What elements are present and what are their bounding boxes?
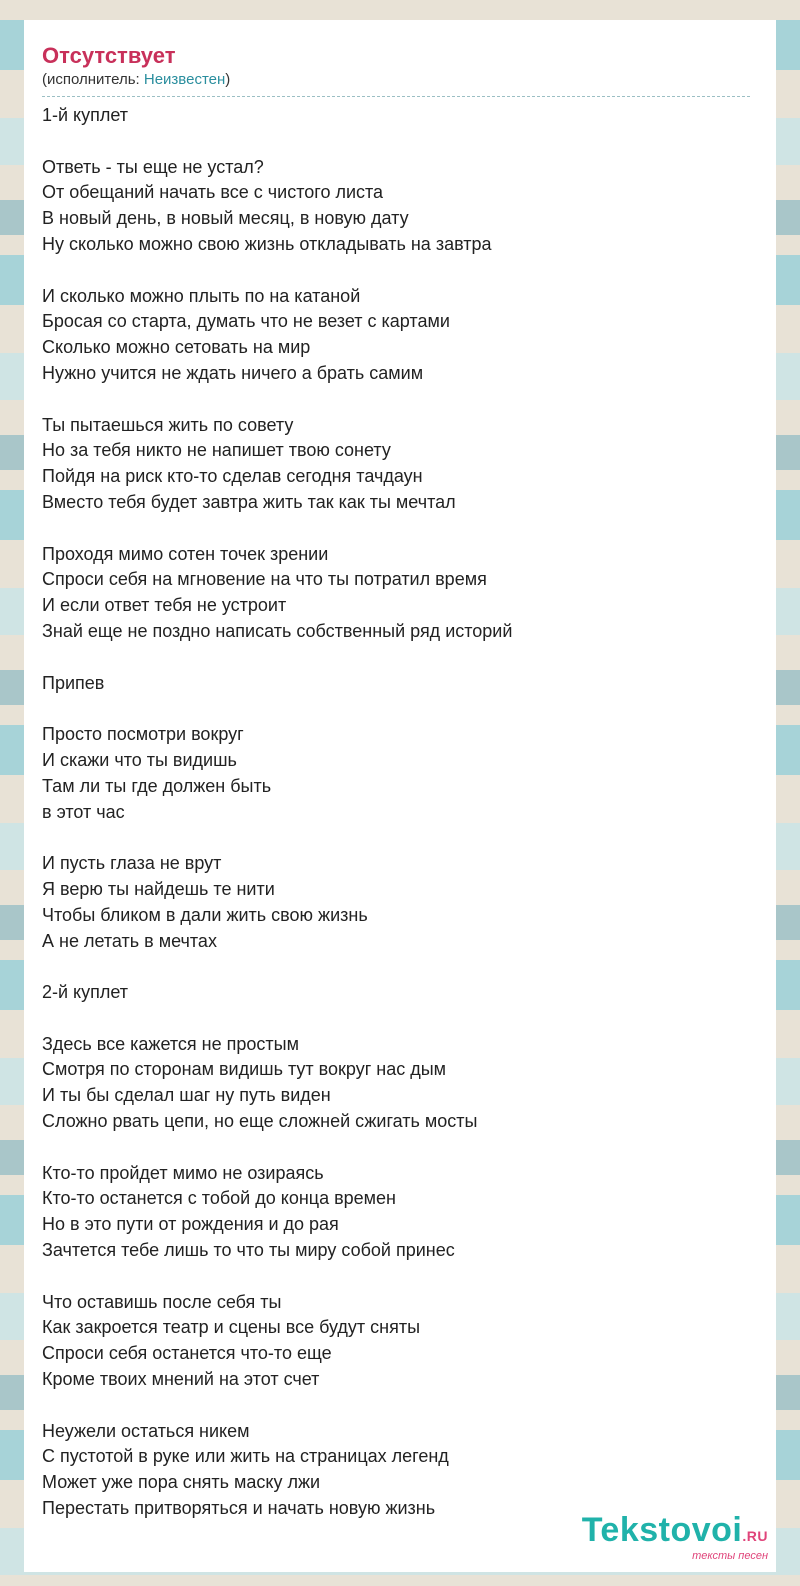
artist-line	[42, 70, 776, 90]
lyric-line: И скажи что ты видишь	[42, 749, 237, 770]
logo-tld: .RU	[742, 1528, 768, 1544]
lyric-line: Как закроется театр и сцены все будут сняты	[42, 1317, 421, 1338]
lyric-line: Ну сколько можно свою жизнь откладывать на завтра	[42, 233, 492, 254]
lyric-line: В новый день, в новый месяц, в новую дату	[42, 208, 409, 229]
lyric-line: И сколько можно плыть по на катаной	[42, 285, 361, 306]
logo-wordmark	[582, 1512, 768, 1554]
lyric-line: Неужели остаться никем	[42, 1420, 250, 1441]
lyric-line: Я верю ты найдешь те нити	[42, 878, 275, 899]
lyric-line: Перестать притворяться и начать новую жизнь	[42, 1498, 436, 1519]
lyric-line: Сложно рвать цепи, но еще сложней сжигать мосты	[42, 1111, 478, 1132]
lyric-blank-line	[42, 1006, 776, 1032]
lyric-line: Что оставишь после себя ты	[42, 1291, 282, 1312]
lyric-line: Сколько можно сетовать на мир	[42, 337, 311, 358]
logo-name: Tekstovoi	[581, 1511, 743, 1549]
lyric-blank-line	[42, 516, 776, 542]
lyric-line: А не летать в мечтах	[42, 930, 217, 951]
lyric-line: Просто посмотри вокруг	[42, 724, 244, 745]
lyric-line: Но в это пути от рождения и до рая	[42, 1214, 339, 1235]
logo-tagline: тексты песен	[692, 1550, 768, 1562]
lyric-line: Кто-то останется с тобой до конца времен	[42, 1188, 396, 1209]
lyric-blank-line	[42, 1393, 776, 1419]
lyric-line: Проходя мимо сотен точек зрении	[42, 543, 329, 564]
lyric-line: 2-й куплет	[42, 982, 129, 1003]
lyric-line: Но за тебя никто не напишет твою сонету	[42, 440, 391, 461]
lyric-line: Пойдя на риск кто-то сделав сегодня тачдаун	[42, 466, 423, 487]
lyric-line: Может уже пора снять маску лжи	[42, 1472, 321, 1493]
lyric-line: С пустотой в руке или жить на страницах легенд	[42, 1446, 449, 1467]
lyric-line: в этот час	[42, 801, 125, 822]
lyric-line: Зачтется тебе лишь то что ты миру собой принес	[42, 1240, 455, 1261]
lyric-line: Спроси себя останется что-то еще	[42, 1343, 332, 1364]
lyric-line: Здесь все кажется не простым	[42, 1033, 299, 1054]
lyric-blank-line	[42, 825, 776, 851]
artist-suffix: )	[225, 71, 231, 88]
lyric-line: Там ли ты где должен быть	[42, 775, 272, 796]
lyric-line: Нужно учится не ждать ничего а брать самим	[42, 362, 424, 383]
lyric-line: Вместо тебя будет завтра жить так как ты мечтал	[42, 491, 456, 512]
song-title: Отсутствует	[42, 43, 176, 68]
lyric-line: Припев	[42, 672, 105, 693]
artist-link[interactable]: Неизвестен	[143, 71, 226, 88]
lyrics-page	[24, 20, 776, 1572]
lyric-blank-line	[42, 258, 776, 284]
lyric-line: Ты пытаешься жить по совету	[42, 414, 294, 435]
lyric-line: От обещаний начать все с чистого листа	[42, 182, 384, 203]
lyric-blank-line	[42, 1135, 776, 1161]
lyric-line: 1-й куплет	[42, 105, 129, 125]
lyric-line: Кто-то пройдет мимо не озираясь	[42, 1162, 324, 1183]
lyric-blank-line	[42, 645, 776, 671]
lyric-line: Ответь - ты еще не устал?	[42, 156, 264, 177]
lyric-line: И если ответ тебя не устроит	[42, 595, 287, 616]
lyric-line: Смотря по сторонам видишь тут вокруг нас дым	[42, 1059, 447, 1080]
lyric-line: Знай еще не поздно написать собственный ряд историй	[42, 620, 513, 641]
site-logo[interactable]	[582, 1512, 768, 1562]
lyric-blank-line	[42, 129, 776, 155]
lyric-line: Бросая со старта, думать что не везет с картами	[42, 311, 450, 332]
lyric-line: Спроси себя на мгновение на что ты потратил время	[42, 569, 487, 590]
lyric-line: Кроме твоих мнений на этот счет	[42, 1369, 320, 1390]
lyric-line: И ты бы сделал шаг ну путь виден	[42, 1085, 331, 1106]
lyric-blank-line	[42, 387, 776, 413]
lyrics-text	[42, 103, 776, 1522]
lyric-line: Чтобы бликом в дали жить свою жизнь	[42, 904, 368, 925]
artist-prefix: (исполнитель:	[42, 71, 144, 88]
lyric-blank-line	[42, 696, 776, 722]
lyric-blank-line	[42, 1264, 776, 1290]
lyric-blank-line	[42, 954, 776, 980]
divider	[42, 96, 750, 97]
lyric-line: И пусть глаза не врут	[42, 853, 222, 874]
